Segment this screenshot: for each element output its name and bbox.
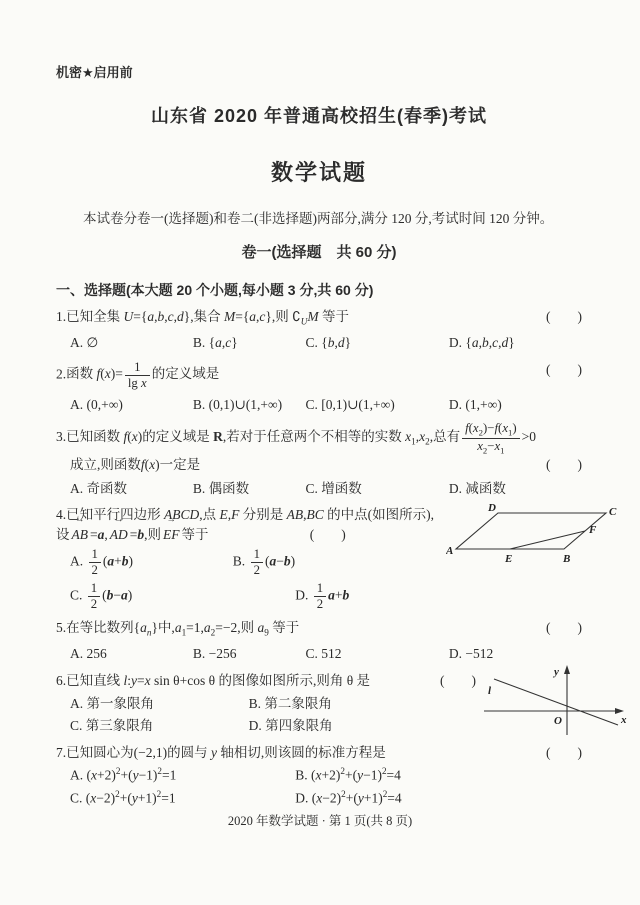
line-label: l (488, 685, 492, 698)
option-b: B. $(x+2)^2+(y-1)^2=4$ (295, 766, 401, 783)
question-2-options (70, 395, 582, 415)
question-2-stem: 2.函数 f(x)= $\frac{1}{\text{lg x}}$ 的定义域是 (56, 360, 220, 390)
question-4 (56, 502, 617, 611)
line-graph-figure (482, 661, 634, 739)
answer-bracket: ( ) (546, 744, 582, 760)
question-1 (56, 307, 582, 353)
origin-label: O (554, 715, 562, 728)
option-d: D. 减函数 (448, 480, 506, 496)
option-c: C. 512 (305, 646, 342, 662)
answer-bracket: ( ) (309, 526, 346, 542)
question-5 (56, 618, 582, 664)
option-a: A. $(x+2)^2+(y-1)^2=1$ (70, 766, 177, 783)
answer-bracket: ( ) (546, 620, 582, 636)
option-d: D. $(x-2)^2+(y+1)^2=4$ (295, 789, 402, 806)
question-7-stem: 7.已知圆心为(−2,1)的圆与 y 轴相切,则该圆的标准方程是 (56, 744, 386, 760)
answer-bracket: ( ) (546, 362, 582, 377)
option-b: B. $\frac{1}{2}$ (a−b) (232, 547, 296, 578)
option-c: C. {b,d} (305, 335, 352, 351)
question-1-options (70, 333, 582, 353)
option-a: A. 奇函数 (70, 480, 127, 496)
page-footer: 2020 年数学试题 · 第 1 页(共 8 页) (227, 814, 413, 828)
question-7-options (70, 765, 582, 808)
option-c: C. 增函数 (305, 480, 362, 496)
option-b: B. 偶函数 (192, 480, 250, 496)
vertex-label-f: F (589, 524, 597, 537)
option-a: A. 256 (70, 646, 107, 662)
question-2-number: 2. (56, 366, 67, 382)
axis-label-x: x (621, 714, 627, 727)
question-1-stem: 1.已知全集 U={a,b,c,d},集合 M={a,c},则 $∁_UM$ 等于 (56, 309, 349, 328)
question-5-stem: 5.在等比数列$\{a_n\}$中$,a_1=1,a_2=-2$,则 $a_9$ 等于 (56, 620, 300, 639)
question-5-options (70, 644, 582, 664)
option-c: C. $(x-2)^2+(y+1)^2=1$ (70, 789, 176, 806)
option-c: C. [0,1)∪(1,+∞) (305, 396, 395, 412)
option-d: D. {a,b,c,d} (448, 335, 515, 351)
answer-bracket: ( ) (546, 309, 582, 325)
section-title: 卷一(选择题 共 60 分) (241, 244, 397, 262)
option-c: C. 第三象限角 (70, 718, 154, 734)
security-label: 机密★启用前 (56, 65, 133, 80)
question-3-number: 3. (56, 429, 67, 445)
option-b: B. −256 (192, 646, 237, 662)
exam-title: 山东省 2020 年普通高校招生(春季)考试 (150, 105, 488, 126)
question-4-stem: 4.已知平行四边形 ABCD,点 E,F 分别是 AB,BC 的中点(如图所示),设 AB → =a, AD → =b,则 EF → 等于 ( ) (56, 505, 582, 544)
option-c: C. $\frac{1}{2}$ (b−a) (70, 580, 133, 611)
answer-bracket: ( ) (440, 673, 476, 689)
question-6 (56, 666, 627, 736)
vertex-label-a: A (446, 545, 454, 558)
axis-label-y: y (554, 666, 559, 679)
vertex-label-b: B (563, 553, 571, 566)
question-6-number: 6. (56, 673, 67, 689)
question-4-number: 4. (56, 507, 67, 523)
question-5-number: 5. (56, 620, 67, 636)
option-a: A. ∅ (70, 335, 99, 351)
question-2 (56, 360, 582, 414)
vertex-label-d: D (488, 502, 496, 515)
option-a: A. $\frac{1}{2}$ (a+b) (70, 547, 134, 578)
vertex-label-e: E (505, 553, 513, 566)
option-d: D. (1,+∞) (448, 396, 502, 412)
option-b: B. (0,1)∪(1,+∞) (192, 396, 283, 412)
exam-subtitle: 数学试题 (270, 159, 367, 185)
part-header: 一、选择题(本大题 20 个小题,每小题 3 分,共 60 分) (56, 282, 374, 299)
question-3-stem: 3.已知函数 f(x)的定义域是 R,若对于任意两个不相等的实数 $x_1,x_2$,总有 $\frac{f(x_2)-f(x_1)}{x_2-x_1}$ >0 (56, 421, 537, 456)
exam-intro: 本试卷分卷一(选择题)和卷二(非选择题)两部分,满分 120 分,考试时间 120 分钟。 (83, 210, 554, 226)
vertex-label-c: C (609, 506, 617, 519)
option-b: B. {a,c} (192, 335, 238, 351)
question-3-options (70, 479, 582, 499)
option-d: D. −512 (448, 646, 494, 662)
question-7 (56, 743, 582, 809)
option-d: D. $\frac{1}{2}$ a+b (295, 580, 350, 611)
option-b: B. 第二象限角 (248, 695, 332, 711)
question-3 (56, 421, 582, 498)
option-a: A. (0,+∞) (70, 396, 123, 412)
question-7-number: 7. (56, 744, 67, 760)
question-3-stem-line2: 成立,则函数f(x)一定是 (70, 457, 201, 473)
parallelogram-figure (446, 501, 628, 565)
option-a: A. 第一象限角 (70, 695, 154, 711)
question-6-stem: 6.已知直线 l:y=x sin θ+cos θ 的图像如图所示,则角 θ 是 (56, 673, 371, 689)
question-1-number: 1. (56, 309, 67, 325)
option-d: D. 第四象限角 (248, 718, 333, 734)
answer-bracket: ( ) (546, 457, 582, 473)
